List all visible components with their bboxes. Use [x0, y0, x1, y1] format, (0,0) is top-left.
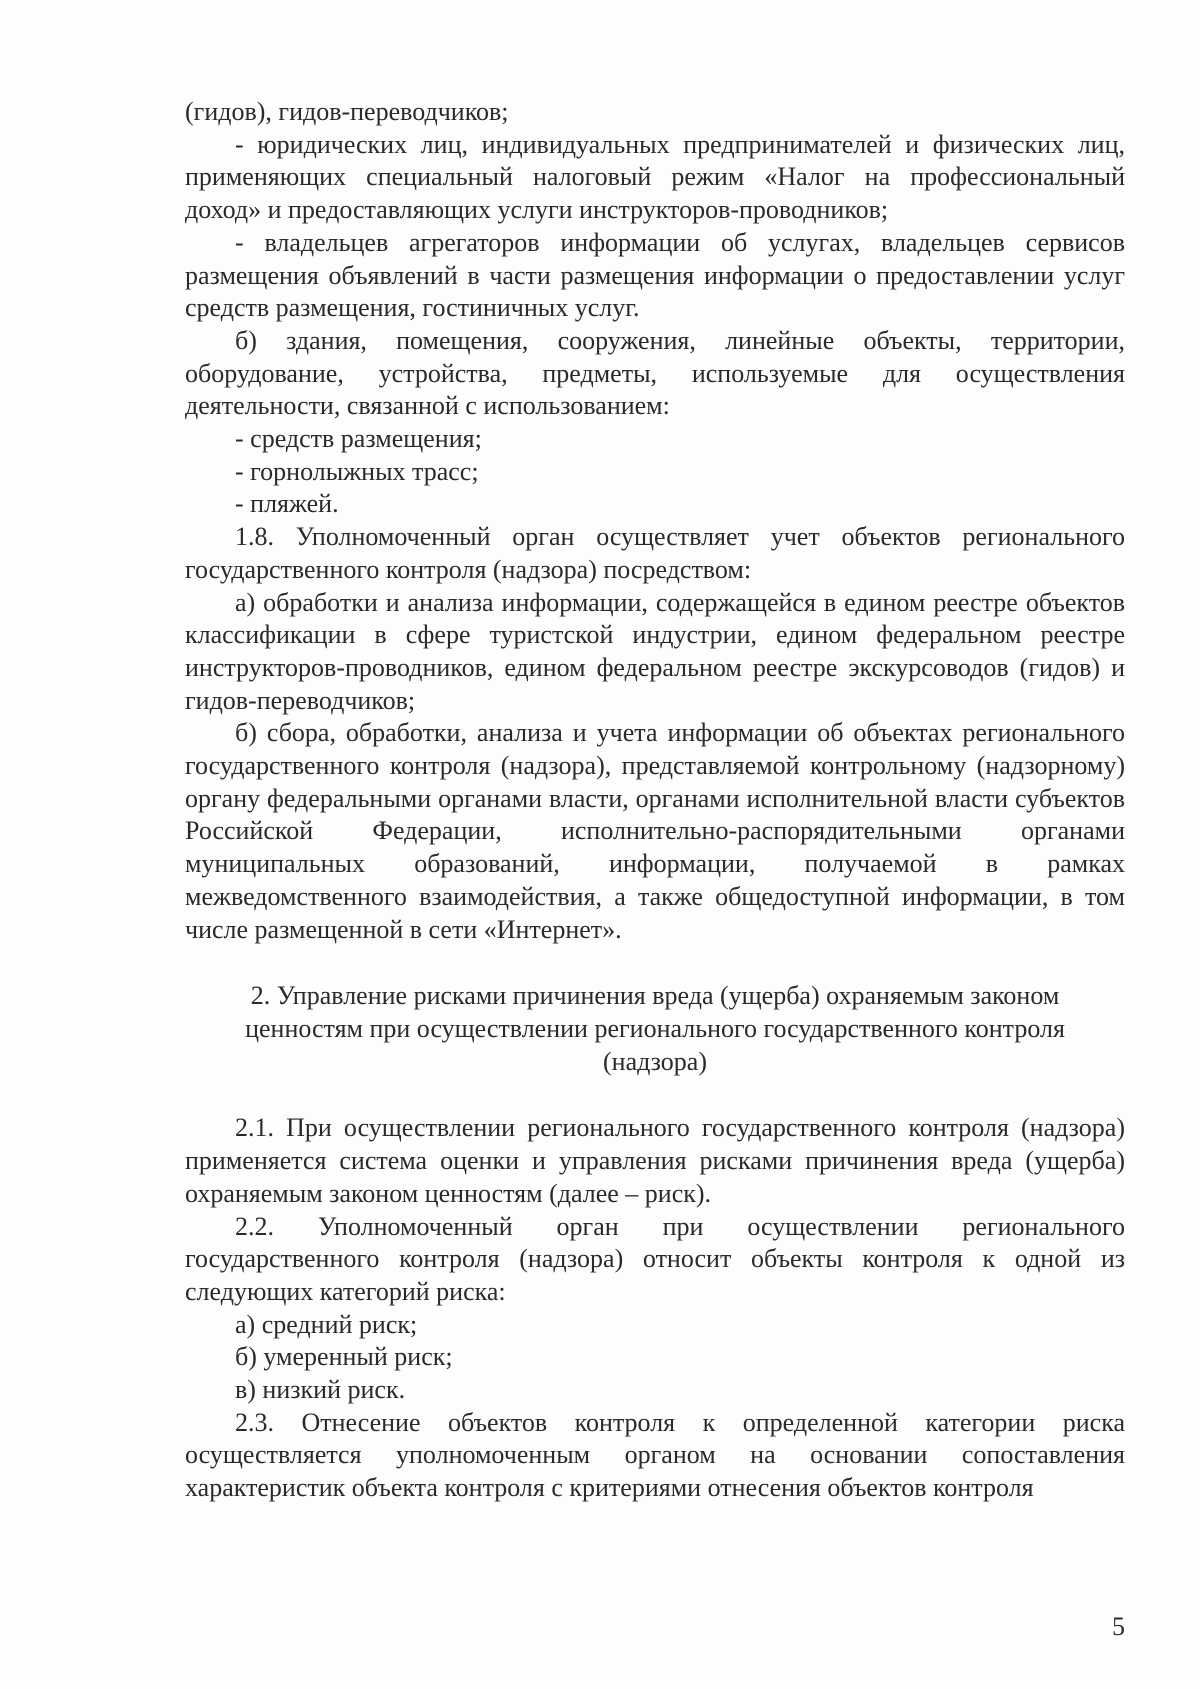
paragraph: 2.3. Отнесение объектов контроля к определенной категории риска осуществляется уполномоченным органом на основании сопоставления характеристик объекта контроля с критериями отнесения объектов контроля	[185, 1407, 1125, 1503]
list-item: в) низкий риск.	[235, 1375, 406, 1405]
list-item: - пляжей.	[235, 489, 339, 519]
paragraph: а) обработки и анализа информации, содержащейся в едином реестре объектов классификации в сфере туристской индустрии, едином федеральном реестре инструкторов-проводников, едином федеральном реестре экскурсоводов (гидов) и гидов-переводчиков;	[185, 587, 1125, 715]
paragraph: 2.2. Уполномоченный орган при осуществлении регионального государственного контроля (надзора) относит объекты контроля к одной из следующих категорий риска:	[185, 1211, 1125, 1306]
document-body	[185, 96, 1125, 1505]
paragraph: 2.1. При осуществлении регионального государственного контроля (надзора) применяется система оценки и управления рисками причинения вреда (ущерба) охраняемым законом ценностям (далее – риск).	[185, 1113, 1125, 1208]
section-heading: 2. Управление рисками причинения вреда (ущерба) охраняемым законом ценностям при осуществлении регионального государственного контроля (надзора)	[245, 981, 1065, 1076]
paragraph: б) сбора, обработки, анализа и учета информации об объектах регионального государственного контроля (надзора), представляемой контрольному (надзорному) органу федеральными органами власти, органами исполнительной власти субъектов Российской Федерации, исполнительно-распорядительными органами муниципальных образований, информации, получаемой в рамках межведомственного взаимодействия, а также общедоступной информации, в том числе размещенной в сети «Интернет».	[185, 718, 1125, 944]
paragraph: - юридических лиц, индивидуальных предпринимателей и физических лиц, применяющих специальный налоговый режим «Налог на профессиональный доход» и предоставляющих услуги инструкторов-проводников;	[185, 129, 1125, 225]
list-item: - горнолыжных трасс;	[235, 456, 479, 486]
paragraph: 1.8. Уполномоченный орган осуществляет учет объектов регионального государственного контроля (надзора) посредством:	[185, 522, 1125, 584]
paragraph: - владельцев агрегаторов информации об услугах, владельцев сервисов размещения объявлений в части размещения информации о предоставлении услуг средств размещения, гостиничных услуг.	[185, 227, 1125, 323]
paragraph: б) здания, помещения, сооружения, линейные объекты, территории, оборудование, устройства, предметы, используемые для осуществления деятельности, связанной с использованием:	[185, 325, 1125, 421]
list-item: - средств размещения;	[235, 424, 482, 454]
page-number: 5	[1112, 1612, 1125, 1641]
paragraph: (гидов), гидов-переводчиков;	[185, 97, 509, 126]
list-item: а) средний риск;	[235, 1309, 418, 1339]
list-item: б) умеренный риск;	[235, 1342, 453, 1372]
